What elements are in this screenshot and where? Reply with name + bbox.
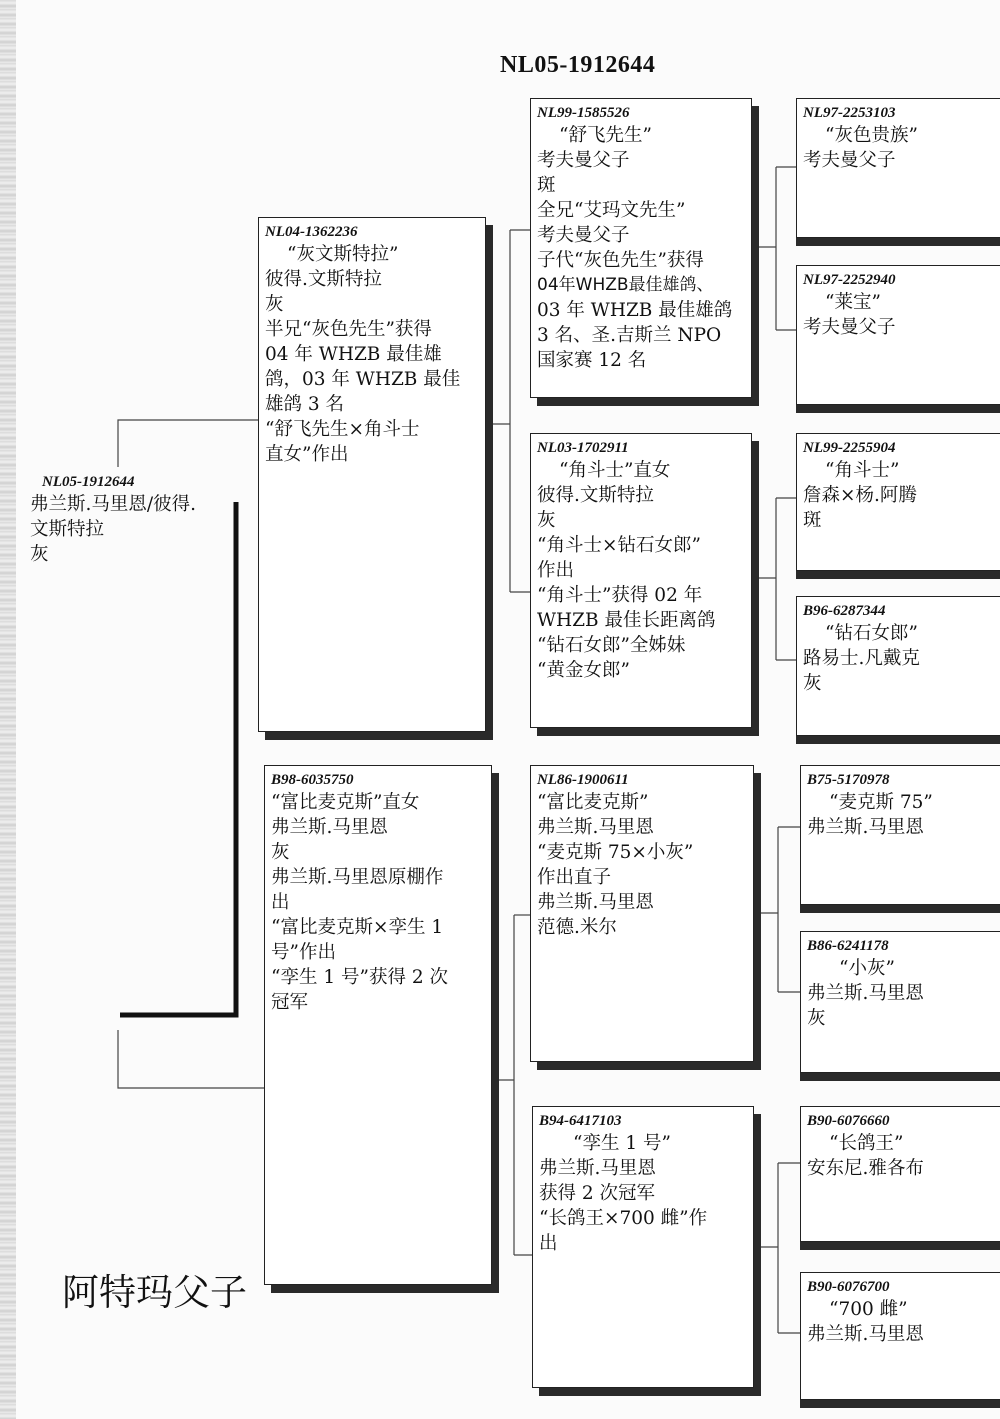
pedigree-box-sire	[258, 217, 486, 732]
pedigree-title: NL05-1912644	[500, 52, 656, 78]
pedigree-box-ss-sire	[796, 98, 1000, 238]
info-line: “孪生 1 号”	[573, 1133, 671, 1154]
ring-number: B75-5170978	[807, 772, 890, 788]
info-line: 彼得.文斯特拉	[265, 269, 382, 290]
ring-number: NL97-2253103	[803, 105, 896, 121]
info-line: “小灰”	[839, 958, 895, 979]
info-line: 全兄“艾玛文先生”	[537, 200, 686, 221]
root-pigeon	[30, 472, 240, 567]
pedigree-box-dam-dam	[532, 1106, 754, 1388]
pedigree-box-ss-dam	[796, 265, 1000, 405]
info-line: 子代“灰色先生”获得	[537, 250, 704, 271]
info-line: “灰色贵族”	[825, 125, 918, 146]
ring-number: NL99-2255904	[803, 440, 896, 456]
ring-number: B94-6417103	[539, 1113, 622, 1129]
info-line: 斑	[803, 510, 822, 531]
ring-number: B86-6241178	[807, 938, 889, 954]
info-line: 作出直子	[537, 867, 612, 888]
pedigree-box-ds-sire	[800, 765, 1000, 905]
info-line: “角斗士”获得 02 年	[537, 585, 703, 606]
ring-number: B90-6076660	[807, 1113, 890, 1129]
ring-number: B96-6287344	[803, 603, 886, 619]
pedigree-box-sd-sire	[796, 433, 1000, 571]
info-line: WHZB 最佳长距离鸽	[537, 610, 716, 631]
info-line: 彼得.文斯特拉	[537, 485, 654, 506]
info-line: 灰	[265, 294, 284, 315]
info-line: 国家赛 12 名	[537, 350, 647, 371]
info-line: “长鸽王×700 雌”作	[539, 1208, 708, 1229]
pedigree-box-dam-sire	[530, 765, 754, 1062]
ring-number: NL04-1362236	[265, 224, 358, 240]
info-line: 灰	[537, 510, 556, 531]
info-line: 获得 2 次冠军	[539, 1183, 656, 1204]
info-line: “长鸽王”	[829, 1133, 904, 1154]
info-line: “莱宝”	[825, 292, 881, 313]
pedigree-box-sire-dam	[530, 433, 752, 728]
info-line: “黄金女郎”	[537, 660, 630, 681]
ring-number: NL97-2252940	[803, 272, 896, 288]
info-line: “角斗士”直女	[559, 460, 671, 481]
info-line: “钻石女郎”全姊妹	[537, 635, 686, 656]
info-line: 04年WHZB最佳雄鸽、	[537, 275, 714, 295]
info-line: “孪生 1 号”获得 2 次	[271, 967, 448, 988]
info-line: 出	[271, 892, 290, 913]
info-line: 范德.米尔	[537, 917, 617, 938]
info-line: 弗兰斯.马里恩	[807, 983, 924, 1004]
info-line: “舒飞先生×角斗士	[265, 419, 420, 440]
info-line: 出	[539, 1233, 558, 1254]
info-line: 雄鸽 3 名	[265, 394, 345, 415]
info-line: “角斗士×钻石女郎”	[537, 535, 701, 556]
ring-number: NL86-1900611	[537, 772, 629, 788]
info-line: 斑	[537, 175, 556, 196]
info-line: 灰	[271, 842, 290, 863]
info-line: 安东尼.雅各布	[807, 1158, 924, 1179]
info-line: 考夫曼父子	[803, 317, 896, 338]
ring-number: NL03-1702911	[537, 440, 629, 456]
info-line: 弗兰斯.马里恩原棚作	[271, 867, 444, 888]
info-line: 弗兰斯.马里恩	[537, 892, 654, 913]
ring-number: NL99-1585526	[537, 105, 630, 121]
info-line: “灰文斯特拉”	[287, 244, 399, 265]
info-line: “麦克斯 75×小灰”	[537, 842, 694, 863]
info-line: 半兄“灰色先生”获得	[265, 319, 432, 340]
info-line: 考夫曼父子	[537, 225, 630, 246]
pedigree-box-ds-dam	[800, 931, 1000, 1073]
info-line: 弗兰斯.马里恩	[807, 817, 924, 838]
info-line: 号”作出	[271, 942, 336, 963]
info-line: 文斯特拉	[30, 519, 105, 540]
info-line: 作出	[537, 560, 575, 581]
ring-number: NL05-1912644	[42, 474, 135, 490]
pedigree-box-dam	[264, 765, 492, 1285]
pedigree-box-sire-sire	[530, 98, 752, 398]
info-line: 路易士.凡戴克	[803, 648, 920, 669]
info-line: 灰	[30, 544, 49, 565]
loft-name: 阿特玛父子	[62, 1271, 247, 1314]
info-line: 灰	[807, 1008, 826, 1029]
info-line: 冠军	[271, 992, 309, 1013]
info-line: “钻石女郎”	[825, 623, 918, 644]
info-line: 考夫曼父子	[537, 150, 630, 171]
info-line: 弗兰斯.马里恩/彼得.	[30, 494, 196, 515]
info-line: “舒飞先生”	[559, 125, 652, 146]
info-line: “富比麦克斯”	[537, 792, 649, 813]
info-line: “角斗士”	[825, 460, 900, 481]
info-line: 灰	[803, 673, 822, 694]
info-line: 考夫曼父子	[803, 150, 896, 171]
info-line: “富比麦克斯”直女	[271, 792, 420, 813]
info-line: 04 年 WHZB 最佳雄	[265, 344, 442, 365]
info-line: “富比麦克斯×孪生 1	[271, 917, 444, 938]
info-line: “麦克斯 75”	[829, 792, 933, 813]
pedigree-box-dd-sire	[800, 1106, 1000, 1242]
info-line: 3 名、圣.吉斯兰 NPO	[537, 325, 722, 346]
pedigree-box-sd-dam	[796, 596, 1000, 736]
pedigree-box-dd-dam	[800, 1272, 1000, 1400]
info-line: 弗兰斯.马里恩	[807, 1324, 924, 1345]
info-line: “700 雌”	[829, 1299, 908, 1320]
info-line: 直女”作出	[265, 444, 349, 465]
ring-number: B90-6076700	[807, 1279, 890, 1295]
info-line: 弗兰斯.马里恩	[271, 817, 388, 838]
info-line: 03 年 WHZB 最佳雄鸽	[537, 300, 733, 321]
info-line: 鸽，03 年 WHZB 最佳	[265, 369, 461, 390]
info-line: 弗兰斯.马里恩	[539, 1158, 656, 1179]
info-line: 詹森×杨.阿腾	[803, 485, 917, 506]
ring-number: B98-6035750	[271, 772, 354, 788]
info-line: 弗兰斯.马里恩	[537, 817, 654, 838]
